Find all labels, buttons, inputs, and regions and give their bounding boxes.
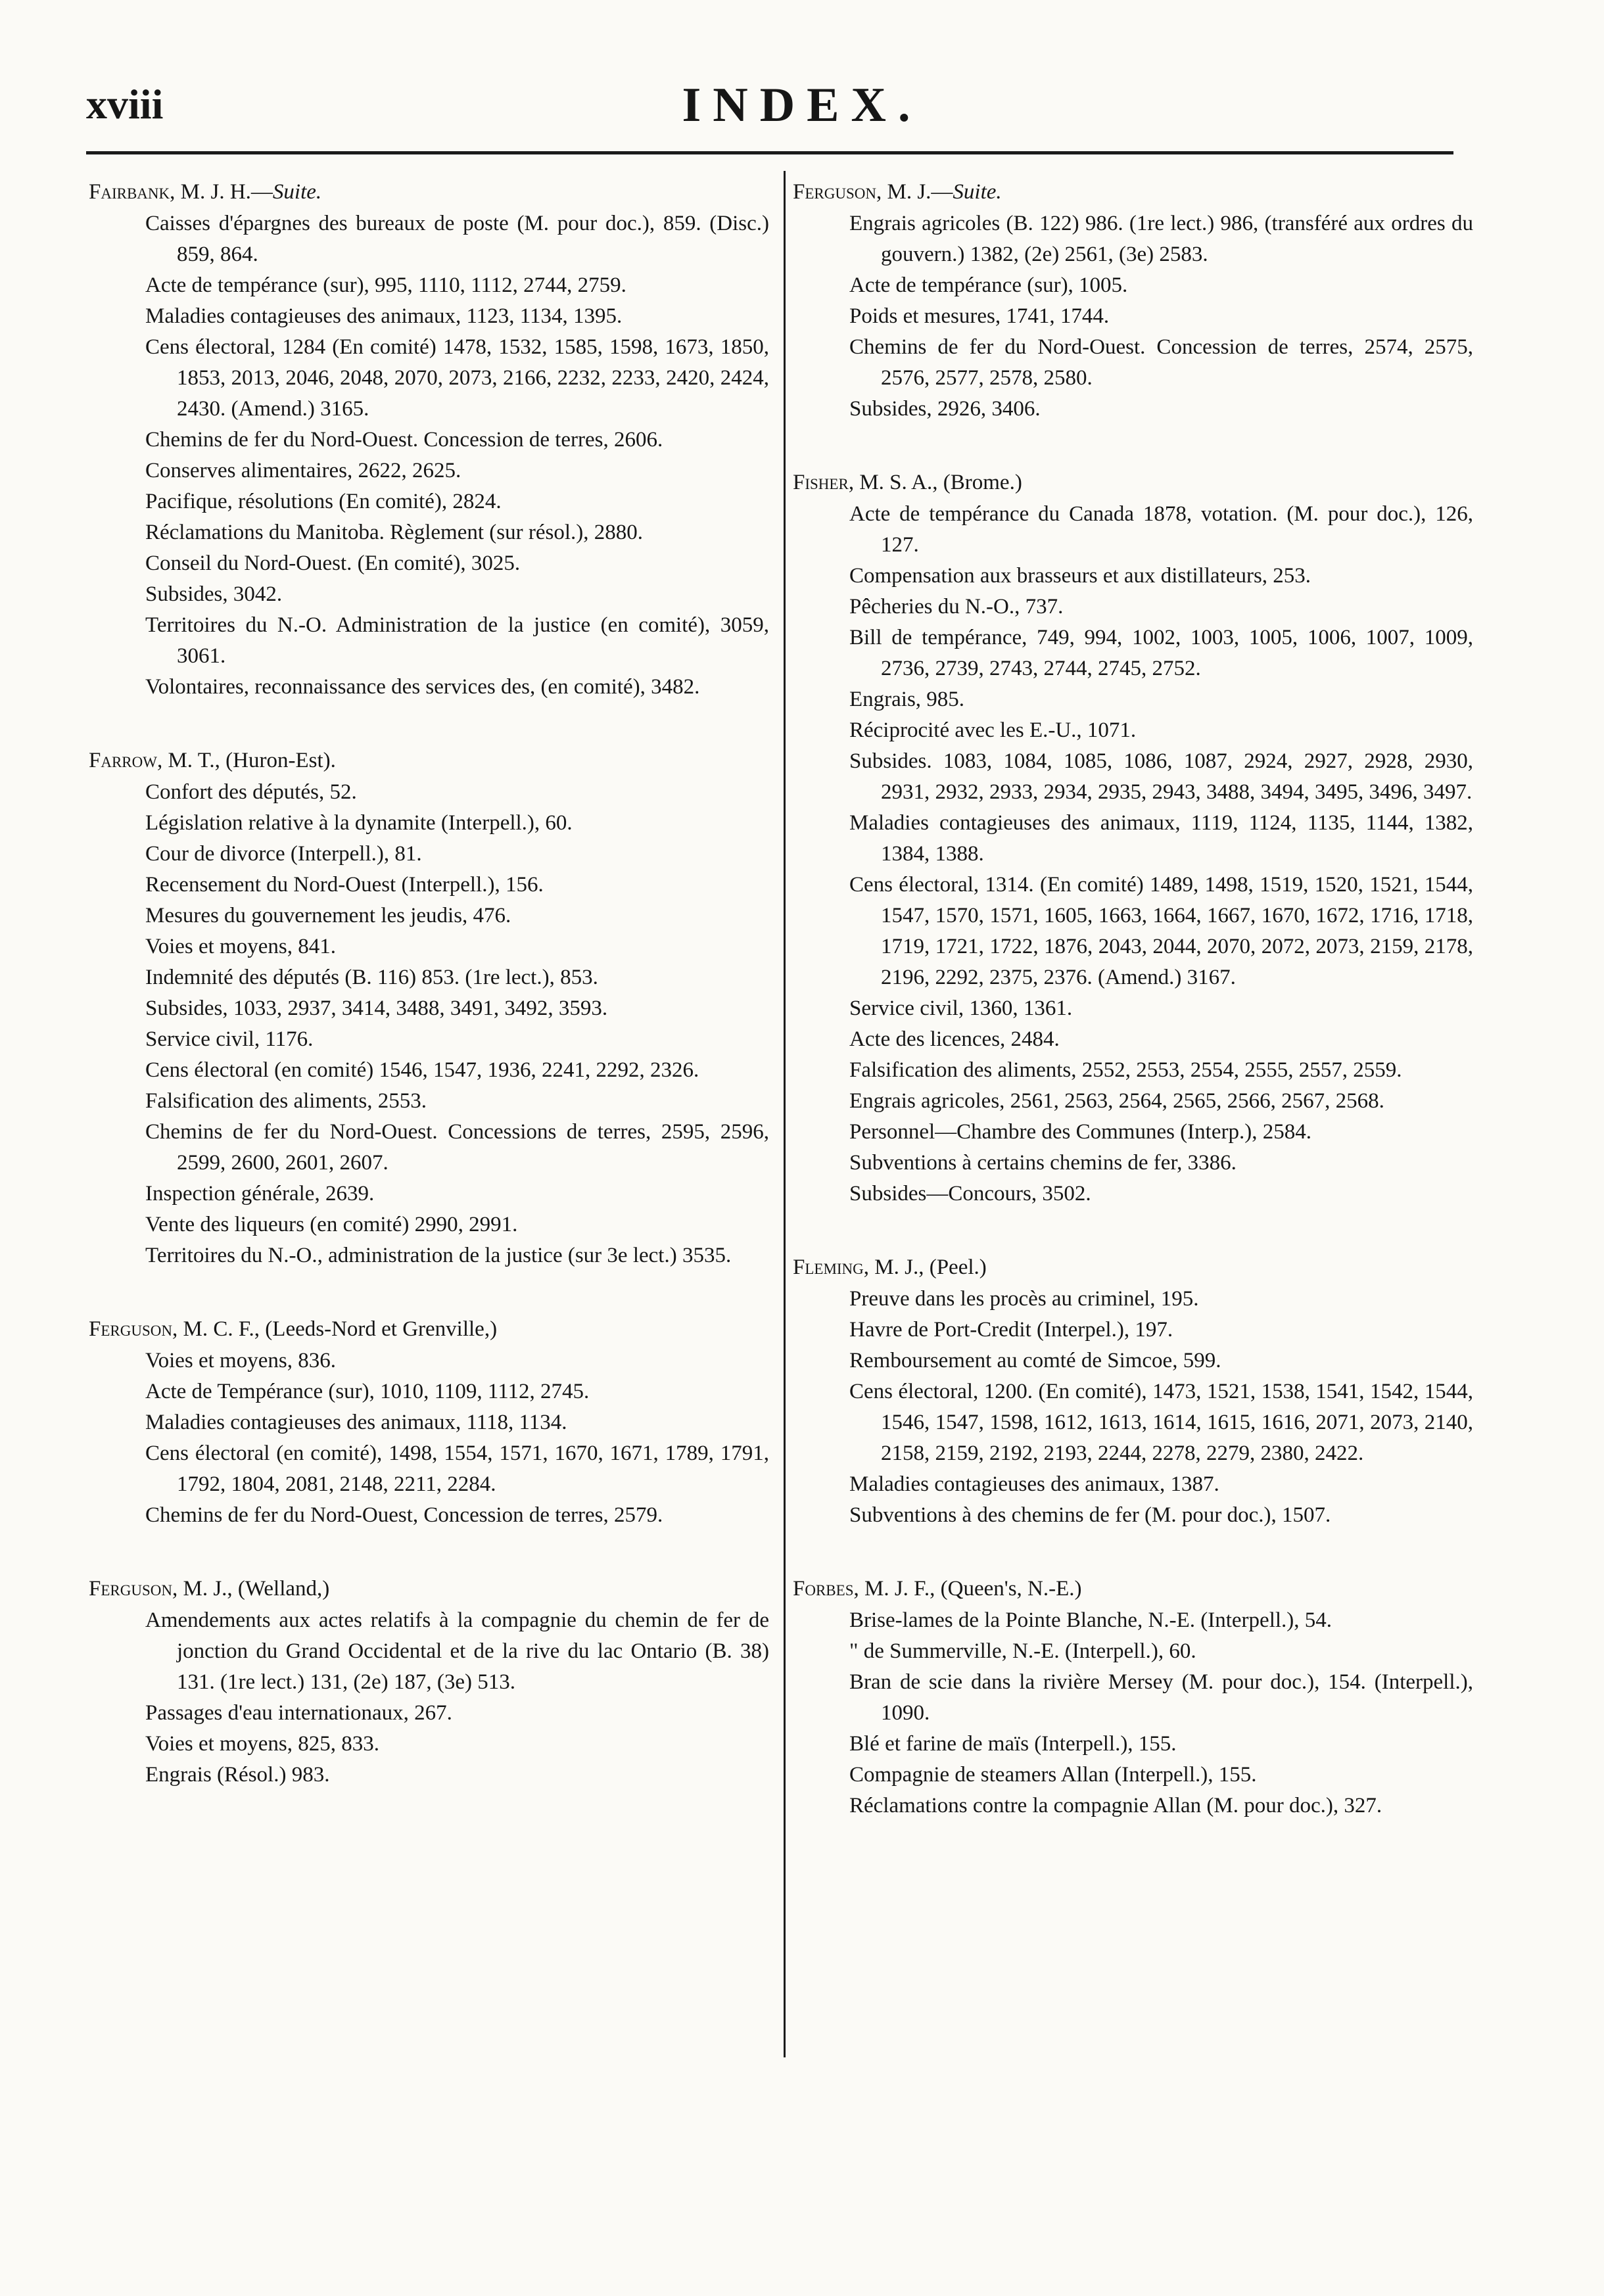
index-entry xyxy=(793,467,1473,1209)
member-details: , M. C. F., (Leeds-Nord et Grenville,) xyxy=(172,1317,498,1341)
index-subentry: Subsides, 3042. xyxy=(145,582,283,606)
right-column xyxy=(793,176,1473,1863)
index-subentry: Recensement du Nord-Ouest (Interpell.), 156. xyxy=(145,873,544,897)
index-subentry: Remboursement au comté de Simcoe, 599. xyxy=(849,1349,1221,1372)
index-subentry: Volontaires, reconnaissance des services des, (en comité), 3482. xyxy=(145,675,700,699)
index-subentry: Cour de divorce (Interpell.), 81. xyxy=(145,842,422,866)
index-subentry: Acte de tempérance (sur), 1005. xyxy=(849,273,1128,297)
continuation-label: Suite. xyxy=(272,180,322,204)
running-title: INDEX. xyxy=(682,78,922,132)
index-subentry: Réclamations du Manitoba. Règlement (sur résol.), 2880. xyxy=(145,521,644,544)
index-entry xyxy=(89,176,769,703)
member-name: Ferguson xyxy=(793,180,876,204)
index-subentry: Voies et moyens, 836. xyxy=(145,1349,336,1372)
index-subentry: Voies et moyens, 825, 833. xyxy=(145,1732,379,1756)
index-subentry: Subventions à certains chemins de fer, 3386. xyxy=(849,1151,1237,1175)
member-details: , M. J. F., (Queen's, N.-E.) xyxy=(853,1577,1082,1601)
member-details: , M. T., (Huron-Est). xyxy=(156,749,336,772)
column-divider xyxy=(784,171,786,2057)
index-subentry: Territoires du N.-O., administration de la justice (sur 3e lect.) 3535. xyxy=(145,1244,732,1267)
index-subentry: Compensation aux brasseurs et aux distillateurs, 253. xyxy=(849,564,1311,588)
member-name: Fleming xyxy=(793,1255,864,1279)
entry-heading xyxy=(89,1573,769,1605)
entry-heading xyxy=(89,745,769,777)
index-subentry: Acte de Tempérance (sur), 1010, 1109, 1112, 2745. xyxy=(145,1380,590,1403)
index-subentry: Cens électoral, 1284 (En comité) 1478, 1532, 1585, 1598, 1673, 1850, 1853, 2013, 2046, 2048, 2070, 2073, 2166, 2232, 2233, 2420, 2424, 2430. (Amend.) 3165. xyxy=(145,335,769,421)
index-subentry: Engrais agricoles (B. 122) 986. (1re lect.) 986, (transféré aux ordres du gouvern.) 1382, (2e) 2561, (3e) 2583. xyxy=(849,212,1473,266)
index-subentry: Blé et farine de maïs (Interpell.), 155. xyxy=(849,1732,1177,1756)
index-subentry: Cens électoral, 1314. (En comité) 1489, 1498, 1519, 1520, 1521, 1544, 1547, 1570, 1571, 1605, 1663, 1664, 1667, 1670, 1672, 1716, 1718, 1719, 1721, 1722, 1876, 2043, 2044, 2070, 2072, 2073, 2159, 2178, 2196, 2292, 2375, 2376. (Amend.) 3167. xyxy=(849,873,1473,989)
index-subentry: Indemnité des députés (B. 116) 853. (1re lect.), 853. xyxy=(145,966,598,989)
index-subentry: Confort des députés, 52. xyxy=(145,780,357,804)
continuation-label: Suite. xyxy=(953,180,1002,204)
index-subentry: Pêcheries du N.-O., 737. xyxy=(849,595,1064,619)
header-rule xyxy=(86,151,1453,154)
index-subentry: Maladies contagieuses des animaux, 1119, 1124, 1135, 1144, 1382, 1384, 1388. xyxy=(849,811,1473,866)
index-subentry: Acte de tempérance (sur), 995, 1110, 1112, 2744, 2759. xyxy=(145,273,626,297)
member-name: Ferguson xyxy=(89,1317,172,1341)
entry-heading xyxy=(793,1573,1473,1605)
index-subentry: Bill de tempérance, 749, 994, 1002, 1003, 1005, 1006, 1007, 1009, 2736, 2739, 2743, 2744, 2745, 2752. xyxy=(849,626,1473,680)
index-subentry: " de Summerville, N.-E. (Interpell.), 60. xyxy=(849,1639,1196,1663)
index-subentry: Engrais agricoles, 2561, 2563, 2564, 2565, 2566, 2567, 2568. xyxy=(849,1089,1384,1113)
member-name: Fairbank xyxy=(89,180,170,204)
left-column xyxy=(89,176,769,1833)
index-subentry: Subventions à des chemins de fer (M. pour doc.), 1507. xyxy=(849,1503,1331,1527)
member-name: Fisher xyxy=(793,471,849,494)
index-subentry: Inspection générale, 2639. xyxy=(145,1182,375,1206)
member-name: Farrow xyxy=(89,749,157,772)
index-subentry: Bran de scie dans la rivière Mersey (M. pour doc.), 154. (Interpell.), 1090. xyxy=(849,1670,1473,1725)
index-subentry: Brise-lames de la Pointe Blanche, N.-E. (Interpell.), 54. xyxy=(849,1608,1333,1632)
index-entry xyxy=(89,1313,769,1531)
index-subentry: Engrais (Résol.) 983. xyxy=(145,1763,330,1787)
index-subentry: Cens électoral (en comité) 1546, 1547, 1936, 2241, 2292, 2326. xyxy=(145,1058,699,1082)
index-entry xyxy=(793,176,1473,425)
member-details: , M. J.— xyxy=(876,180,953,204)
index-subentry: Subsides. 1083, 1084, 1085, 1086, 1087, 2924, 2927, 2928, 2930, 2931, 2932, 2933, 2934, 2935, 2943, 3488, 3494, 3495, 3496, 3497. xyxy=(849,749,1473,804)
index-subentry: Réclamations contre la compagnie Allan (M. pour doc.), 327. xyxy=(849,1794,1382,1817)
index-entry xyxy=(793,1573,1473,1821)
entry-heading xyxy=(793,1252,1473,1284)
index-subentry: Preuve dans les procès au criminel, 195. xyxy=(849,1287,1199,1311)
index-subentry: Réciprocité avec les E.-U., 1071. xyxy=(849,718,1137,742)
index-subentry: Cens électoral, 1200. (En comité), 1473, 1521, 1538, 1541, 1542, 1544, 1546, 1547, 1598, 1612, 1613, 1614, 1615, 1616, 2071, 2073, 2140, 2158, 2159, 2192, 2193, 2244, 2278, 2279, 2380, 2422. xyxy=(849,1380,1473,1465)
member-name: Ferguson xyxy=(89,1577,172,1601)
index-subentry: Maladies contagieuses des animaux, 1118, 1134. xyxy=(145,1411,567,1434)
index-subentry: Législation relative à la dynamite (Interpell.), 60. xyxy=(145,811,573,835)
index-entry xyxy=(89,1573,769,1791)
index-subentry: Pacifique, résolutions (En comité), 2824. xyxy=(145,490,502,513)
index-subentry: Acte de tempérance du Canada 1878, votation. (M. pour doc.), 126, 127. xyxy=(849,502,1473,557)
index-subentry: Havre de Port-Credit (Interpel.), 197. xyxy=(849,1318,1173,1342)
index-subentry: Conseil du Nord-Ouest. (En comité), 3025. xyxy=(145,551,521,575)
index-subentry: Acte des licences, 2484. xyxy=(849,1027,1060,1051)
entry-heading xyxy=(89,1313,769,1346)
index-subentry: Subsides, 1033, 2937, 3414, 3488, 3491, 3492, 3593. xyxy=(145,996,608,1020)
index-subentry: Passages d'eau internationaux, 267. xyxy=(145,1701,452,1725)
index-entry xyxy=(793,1252,1473,1531)
index-subentry: Maladies contagieuses des animaux, 1123, 1134, 1395. xyxy=(145,304,623,328)
index-subentry: Chemins de fer du Nord-Ouest, Concession de terres, 2579. xyxy=(145,1503,663,1527)
index-subentry: Falsification des aliments, 2553. xyxy=(145,1089,427,1113)
index-subentry: Compagnie de steamers Allan (Interpell.), 155. xyxy=(849,1763,1257,1787)
index-subentry: Voies et moyens, 841. xyxy=(145,935,336,958)
index-subentry: Chemins de fer du Nord-Ouest. Concessions de terres, 2595, 2596, 2599, 2600, 2601, 2607. xyxy=(145,1120,769,1175)
index-subentry: Chemins de fer du Nord-Ouest. Concession de terres, 2606. xyxy=(145,428,663,452)
member-details: , M. J., (Welland,) xyxy=(172,1577,330,1601)
index-subentry: Personnel—Chambre des Communes (Interp.), 2584. xyxy=(849,1120,1311,1144)
entry-heading xyxy=(89,176,769,208)
index-subentry: Chemins de fer du Nord-Ouest. Concession de terres, 2574, 2575, 2576, 2577, 2578, 2580. xyxy=(849,335,1473,390)
index-subentry: Caisses d'épargnes des bureaux de poste (M. pour doc.), 859. (Disc.) 859, 864. xyxy=(145,212,769,266)
index-subentry: Mesures du gouvernement les jeudis, 476. xyxy=(145,904,511,927)
index-subentry: Engrais, 985. xyxy=(849,688,965,711)
page-number: xviii xyxy=(86,81,164,128)
index-subentry: Poids et mesures, 1741, 1744. xyxy=(849,304,1110,328)
member-name: Forbes xyxy=(793,1577,854,1601)
member-details: , M. J. H.— xyxy=(170,180,273,204)
index-subentry: Territoires du N.-O. Administration de la justice (en comité), 3059, 3061. xyxy=(145,613,769,668)
index-subentry: Service civil, 1360, 1361. xyxy=(849,996,1073,1020)
index-subentry: Falsification des aliments, 2552, 2553, 2554, 2555, 2557, 2559. xyxy=(849,1058,1402,1082)
member-details: , M. J., (Peel.) xyxy=(863,1255,987,1279)
index-subentry: Subsides—Concours, 3502. xyxy=(849,1182,1091,1206)
index-subentry: Subsides, 2926, 3406. xyxy=(849,397,1041,421)
index-subentry: Amendements aux actes relatifs à la compagnie du chemin de fer de jonction du Grand Occidental et de la rive du lac Ontario (B. 38) 131. (1re lect.) 131, (2e) 187, (3e) 513. xyxy=(145,1608,769,1694)
index-subentry: Service civil, 1176. xyxy=(145,1027,314,1051)
index-subentry: Vente des liqueurs (en comité) 2990, 2991. xyxy=(145,1213,518,1236)
index-subentry: Cens électoral (en comité), 1498, 1554, 1571, 1670, 1671, 1789, 1791, 1792, 1804, 2081, 2148, 2211, 2284. xyxy=(145,1441,769,1496)
member-details: , M. S. A., (Brome.) xyxy=(848,471,1022,494)
entry-heading xyxy=(793,467,1473,499)
index-subentry: Conserves alimentaires, 2622, 2625. xyxy=(145,459,461,482)
index-subentry: Maladies contagieuses des animaux, 1387. xyxy=(849,1472,1219,1496)
index-entry xyxy=(89,745,769,1271)
entry-heading xyxy=(793,176,1473,208)
